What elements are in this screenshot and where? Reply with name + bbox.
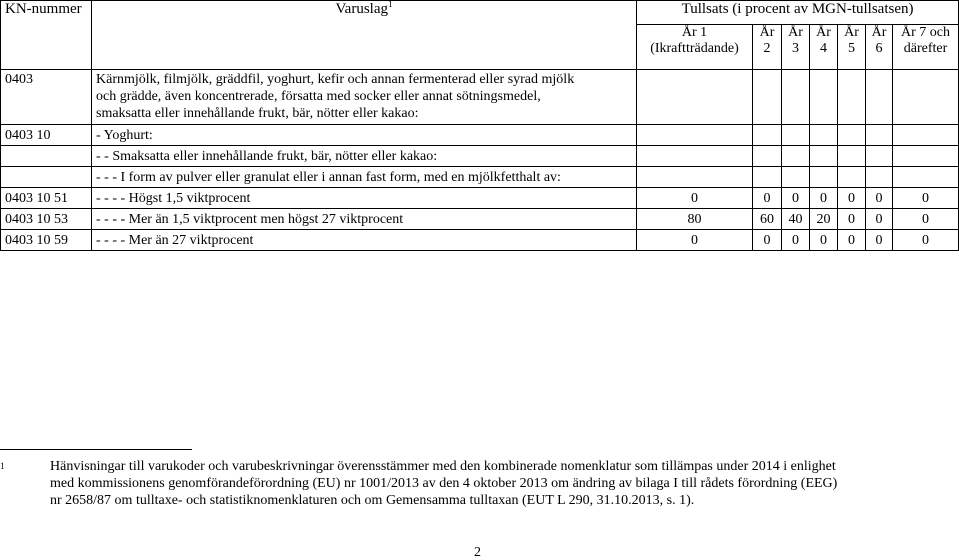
rate-year-7 <box>893 146 959 167</box>
footnote-separator <box>0 449 192 450</box>
footnote-text <box>0 458 955 509</box>
description-line: - - - - Mer än 27 viktprocent <box>96 232 254 248</box>
rate-year-3: 40 <box>782 209 810 230</box>
kn-code: 0403 10 51 <box>1 188 92 209</box>
rate-year-5 <box>838 146 866 167</box>
rate-year-1 <box>637 167 753 188</box>
rate-year-3 <box>782 146 810 167</box>
goods-description <box>92 167 637 188</box>
rate-year-2 <box>753 70 782 125</box>
rate-year-4: 20 <box>810 209 838 230</box>
rate-year-6 <box>866 167 893 188</box>
rate-year-6: 0 <box>866 209 893 230</box>
rate-year-7 <box>893 70 959 125</box>
header-year-4 <box>810 25 838 70</box>
rate-year-1 <box>637 70 753 125</box>
kn-code: 0403 10 53 <box>1 209 92 230</box>
header-year-label: År 1 <box>681 25 708 40</box>
rate-year-4: 0 <box>810 230 838 251</box>
description-line: - - - - Mer än 1,5 viktprocent men högst 27 viktprocent <box>96 211 404 227</box>
table-row <box>1 70 959 125</box>
rate-year-4 <box>810 125 838 146</box>
rate-year-6 <box>866 70 893 125</box>
rate-year-2 <box>753 167 782 188</box>
table-row <box>1 230 959 251</box>
header-year-5 <box>838 25 866 70</box>
header-year-sublabel: 2 <box>763 41 771 56</box>
rate-year-2: 0 <box>753 230 782 251</box>
tariff-table <box>0 0 959 251</box>
rate-year-3: 0 <box>782 188 810 209</box>
header-year-label: År 7 och <box>901 25 951 40</box>
header-year-7 <box>893 25 959 70</box>
description-line: - - - I form av pulver eller granulat eller i annan fast form, med en mjölkfetthalt av: <box>96 169 561 185</box>
rate-year-4 <box>810 146 838 167</box>
goods-description <box>92 70 637 125</box>
rate-year-4 <box>810 167 838 188</box>
header-year-sublabel: (Ikraftträdande) <box>650 41 739 56</box>
rate-year-5 <box>838 167 866 188</box>
header-year-sublabel: 3 <box>792 41 799 56</box>
rate-year-1 <box>637 125 753 146</box>
header-year-3 <box>782 25 810 70</box>
table-row <box>1 125 959 146</box>
kn-code: 0403 10 59 <box>1 230 92 251</box>
header-footnote-ref: 1 <box>388 0 393 9</box>
rate-year-3 <box>782 125 810 146</box>
table-row <box>1 209 959 230</box>
rate-year-2 <box>753 125 782 146</box>
rate-year-2: 0 <box>753 188 782 209</box>
header-year-6 <box>866 25 893 70</box>
rate-year-2 <box>753 146 782 167</box>
header-description <box>92 1 637 70</box>
footnote-line: med kommissionens genomförandeförordning (EU) nr 1001/2013 av den 4 oktober 2013 om ändring av bilaga I till rådets förordning (EEG) <box>50 476 838 491</box>
goods-description <box>92 209 637 230</box>
header-year-sublabel: 6 <box>875 41 883 56</box>
header-year-sublabel: därefter <box>903 41 948 56</box>
header-year-2 <box>753 25 782 70</box>
header-year-sublabel: 4 <box>820 41 827 56</box>
table-row <box>1 188 959 209</box>
rate-year-3 <box>782 70 810 125</box>
rate-year-5: 0 <box>838 209 866 230</box>
footnote <box>0 458 955 509</box>
header-kn-number: KN-nummer <box>1 1 92 70</box>
rate-year-7 <box>893 167 959 188</box>
rate-year-4: 0 <box>810 188 838 209</box>
description-line: - - Smaksatta eller innehållande frukt, bär, nötter eller kakao: <box>96 148 438 164</box>
table-row <box>1 146 959 167</box>
header-tariff-rate: Tullsats (i procent av MGN-tullsatsen) <box>637 1 959 25</box>
description-line: Kärnmjölk, filmjölk, gräddfil, yoghurt, kefir och annan fermenterad eller syrad mjölk <box>96 72 575 87</box>
footnote-line: nr 2658/87 om tulltaxe- och statistiknomenklaturen och om Gemensamma tulltaxan (EUT L 290, 31.10.2013, s. 1). <box>50 493 695 508</box>
page-number: 2 <box>474 545 481 560</box>
rate-year-1 <box>637 146 753 167</box>
kn-code: 0403 10 <box>1 125 92 146</box>
kn-code <box>1 146 92 167</box>
footnote-marker: 1 <box>0 461 5 471</box>
rate-year-1: 0 <box>637 188 753 209</box>
rate-year-7 <box>893 125 959 146</box>
rate-year-5: 0 <box>838 230 866 251</box>
rate-year-6 <box>866 146 893 167</box>
rate-year-7: 0 <box>893 230 959 251</box>
rate-year-1: 80 <box>637 209 753 230</box>
rate-year-2: 60 <box>753 209 782 230</box>
goods-description <box>92 146 637 167</box>
rate-year-5: 0 <box>838 188 866 209</box>
rate-year-6: 0 <box>866 230 893 251</box>
header-year-label: År <box>871 25 887 40</box>
header-year-label: År <box>844 25 859 40</box>
goods-description <box>92 188 637 209</box>
description-line: och grädde, även koncentrerade, försatta med socker eller annat sötningsmedel, <box>96 89 541 104</box>
table-row <box>1 167 959 188</box>
rate-year-3: 0 <box>782 230 810 251</box>
goods-description <box>92 230 637 251</box>
goods-description <box>92 125 637 146</box>
description-line: - Yoghurt: <box>96 127 153 143</box>
rate-year-4 <box>810 70 838 125</box>
header-year-sublabel: 5 <box>848 41 855 56</box>
header-year-label: År <box>788 25 803 40</box>
rate-year-1: 0 <box>637 230 753 251</box>
footnote-line: Hänvisningar till varukoder och varubeskrivningar överensstämmer med den kombinerade nomenklatur som tillämpas under 2014 i enlighet <box>50 459 836 474</box>
kn-code: 0403 <box>1 70 92 125</box>
rate-year-6: 0 <box>866 188 893 209</box>
kn-code <box>1 167 92 188</box>
header-year-label: År <box>816 25 831 40</box>
rate-year-3 <box>782 167 810 188</box>
header-year-1 <box>637 25 753 70</box>
rate-year-5 <box>838 125 866 146</box>
header-description-label: Varuslag <box>335 1 388 17</box>
description-line: - - - - Högst 1,5 viktprocent <box>96 190 251 206</box>
rate-year-5 <box>838 70 866 125</box>
header-year-label: År <box>759 25 775 40</box>
rate-year-6 <box>866 125 893 146</box>
description-line: smaksatta eller innehållande frukt, bär, nötter eller kakao: <box>96 106 419 121</box>
rate-year-7: 0 <box>893 209 959 230</box>
rate-year-7: 0 <box>893 188 959 209</box>
